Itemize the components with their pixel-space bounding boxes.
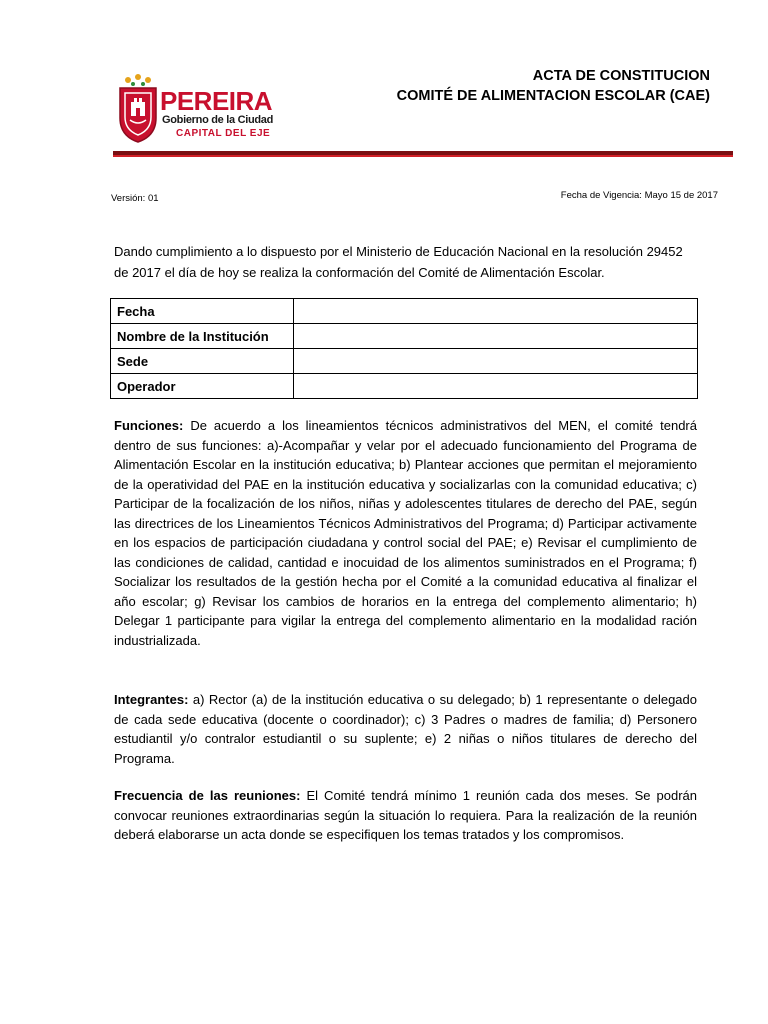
- section-body: De acuerdo a los lineamientos técnicos administrativos del MEN, el comité tendrá dentro de sus funciones: a)-Acompañar y velar por el adecuado funcionamiento del Programa de Alimentación Escolar en la institución educativa; b) Plantear acciones que permitan el mejoramiento de la operatividad del PAE en la institución educativa y socializarlas con la comunidad educativa; c) Participar de la focalización de los niños, niñas y adolescentes titulares de derecho del PAE, según las directrices de los Lineamientos Técnicos Administrativos del Programa; d) Participar activamente en los espacios de participación ciudadana y control social del PAE; e) Revisar el cumplimiento de las condiciones de calidad, cantidad e inocuidad de los alimentos suministrados en el Programa; f) Socializar los resultados de la gestión hecha por el Comité a la comunidad educativa al finalizar el año escolar; g) Revisar los cambios de horarios en la entrega del complemento alimentario; h) Delegar 1 participante para vigilar la entrega del complemento alimentario en la modalidad ración industrializada.: [114, 418, 697, 648]
- logo-wordmark: PEREIRA: [160, 86, 273, 116]
- section-body: a) Rector (a) de la institución educativa o su delegado; b) 1 representante o delegado de cada sede educativa (docente o coordinador); c) 3 Padres o madres de familia; d) Personero estudiantil y/o contralor estudiantil o su suplente; e) 2 niñas o niños titulares de derecho del Programa.: [114, 692, 697, 766]
- funciones-section: [114, 416, 697, 650]
- title-line-1: ACTA DE CONSTITUCION: [532, 68, 710, 84]
- pereira-logo: [116, 74, 286, 146]
- form-row-fecha: [111, 299, 698, 324]
- header-divider-accent: [113, 155, 733, 157]
- form-value-field[interactable]: [294, 374, 698, 399]
- version-label: Versión: 01: [111, 193, 159, 204]
- integrantes-section: [114, 690, 697, 768]
- logo-subtitle: Gobierno de la Ciudad: [162, 114, 274, 126]
- form-row-operador: [111, 374, 698, 399]
- form-label: Nombre de la Institución: [111, 324, 294, 349]
- section-body: El Comité tendrá mínimo 1 reunión cada dos meses. Se podrán convocar reuniones extraordinarias según la situación lo requiera. Para la realización de la reunión deberá elaborarse un acta donde se especifiquen los temas tratados y los compromisos.: [114, 788, 697, 842]
- form-value-field[interactable]: [294, 324, 698, 349]
- frecuencia-section: [114, 786, 697, 845]
- form-label: Operador: [111, 374, 294, 399]
- form-label: Fecha: [111, 299, 294, 324]
- form-row-institucion: [111, 324, 698, 349]
- form-label: Sede: [111, 349, 294, 374]
- form-row-sede: [111, 349, 698, 374]
- form-value-field[interactable]: [294, 349, 698, 374]
- document-title: [397, 66, 710, 106]
- section-heading: Funciones:: [114, 418, 184, 433]
- coat-of-arms-icon: [116, 74, 160, 146]
- intro-paragraph: Dando cumplimiento a lo dispuesto por el Ministerio de Educación Nacional en la resolución 29452 de 2017 el día de hoy se realiza la conformación del Comité de Alimentación Escolar.: [114, 244, 683, 280]
- form-value-field[interactable]: [294, 299, 698, 324]
- section-heading: Frecuencia de las reuniones:: [114, 788, 301, 803]
- section-heading: Integrantes:: [114, 692, 189, 707]
- title-line-2: COMITÉ DE ALIMENTACION ESCOLAR (CAE): [396, 88, 710, 104]
- institution-form-table: [110, 298, 698, 399]
- logo-tagline: CAPITAL DEL EJE: [176, 128, 271, 139]
- effective-date-label: Fecha de Vigencia: Mayo 15 de 2017: [560, 190, 718, 201]
